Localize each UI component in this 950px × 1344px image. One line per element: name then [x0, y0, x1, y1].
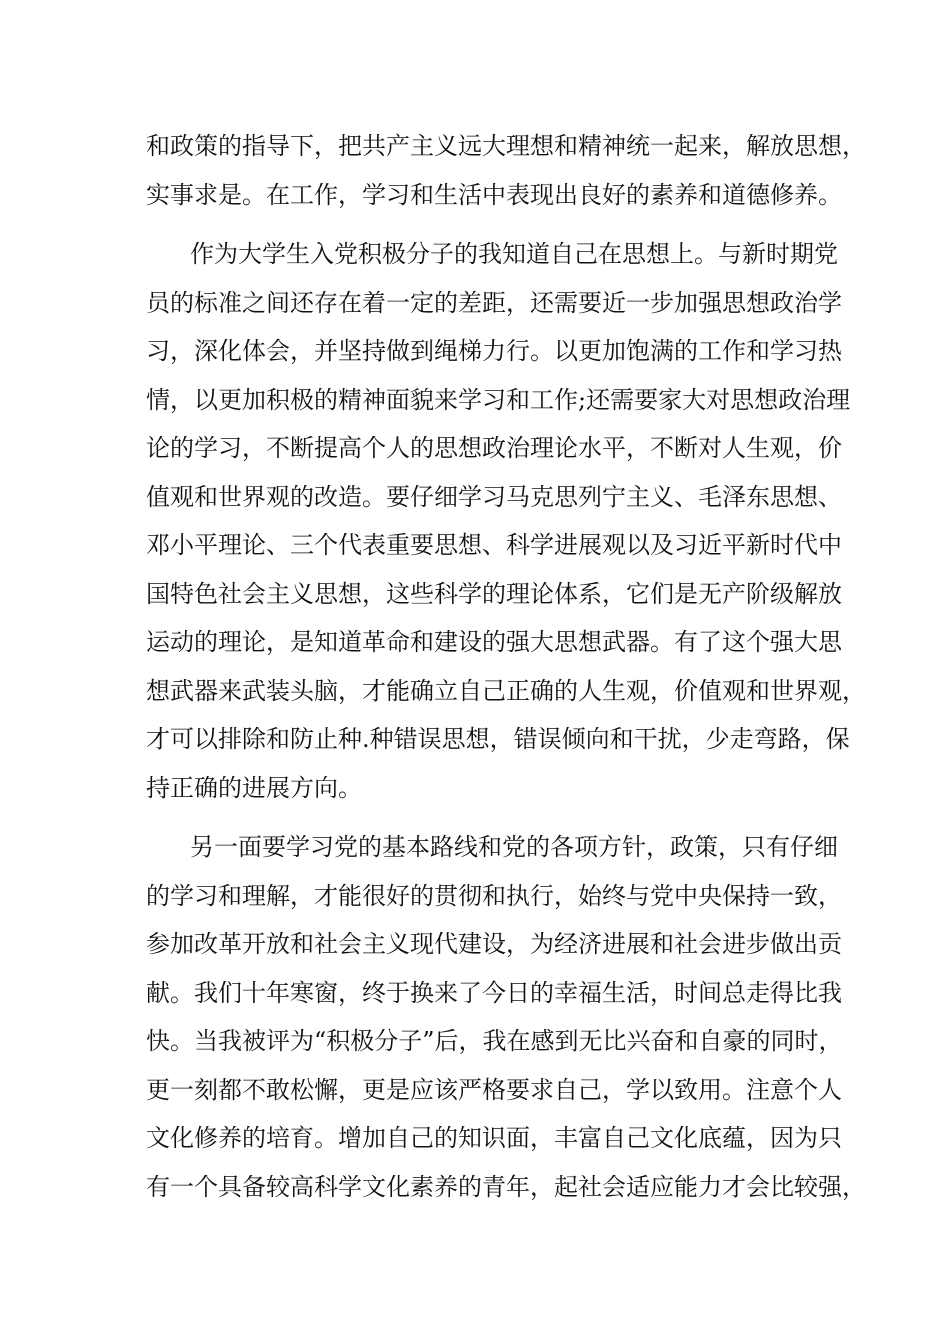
- text-line: 快。当我被评为“积极分子”后，我在感到无比兴奋和自豪的同时，: [146, 1027, 843, 1055]
- text-line: 和政策的指导下，把共产主义远大理想和精神统一起来，解放思想，: [146, 132, 866, 160]
- text-line: 持正确的进展方向。: [146, 773, 362, 802]
- text-line: 想武器来武装头脑，才能确立自己正确的人生观，价值观和世界观，: [146, 676, 866, 705]
- text-line: 献。我们十年寒窗，终于换来了今日的幸福生活，时间总走得比我: [146, 978, 842, 1007]
- text-line: 运动的理论，是知道革命和建设的强大思想武器。有了这个强大思: [146, 628, 842, 656]
- text-line: 论的学习，不断提高个人的思想政治理论水平，不断对人生观，价: [146, 434, 842, 462]
- text-line: 更一刻都不敢松懈，更是应该严格要求自己，学以致用。注意个人: [146, 1075, 842, 1104]
- paragraph-1: [146, 122, 866, 219]
- text-line: 文化修养的培育。增加自己的知识面，丰富自己文化底蕴，因为只: [146, 1124, 842, 1152]
- body-text: [146, 122, 866, 1211]
- text-line: 另一面要学习党的基本路线和党的各项方针，政策，只有仔细: [190, 833, 838, 861]
- paragraph-3: [146, 823, 866, 1211]
- text-line: 情，以更加积极的精神面貌来学习和工作;还需要家大对思想政治理: [146, 385, 851, 414]
- text-line: 国特色社会主义思想，这些科学的理论体系，它们是无产阶级解放: [146, 579, 842, 608]
- text-line: 的学习和理解，才能很好的贯彻和执行，始终与党中央保持一致，: [146, 881, 842, 910]
- text-line: 参加改革开放和社会主义现代建设，为经济进展和社会进步做出贡: [146, 930, 842, 958]
- text-line: 有一个具备较高科学文化素养的青年，起社会适应能力才会比较强，: [146, 1172, 866, 1201]
- text-line: 才可以排除和防止种.种错误思想，错误倾向和干扰，少走弯路，保: [146, 725, 850, 753]
- paragraph-2: [146, 230, 866, 812]
- text-line: 习，深化体会，并坚持做到绳梯力行。以更加饱满的工作和学习热: [146, 337, 842, 365]
- text-line: 作为大学生入党积极分子的我知道自己在思想上。与新时期党: [190, 240, 838, 268]
- text-line: 值观和世界观的改造。要仔细学习马克思列宁主义、毛泽东思想、: [146, 482, 842, 511]
- text-line: 实事求是。在工作，学习和生活中表现出良好的素养和道德修养。: [146, 180, 842, 209]
- text-line: 邓小平理论、三个代表重要思想、科学进展观以及习近平新时代中: [146, 531, 842, 559]
- text-line: 员的标准之间还存在着一定的差距，还需要近一步加强思想政治学: [146, 288, 842, 317]
